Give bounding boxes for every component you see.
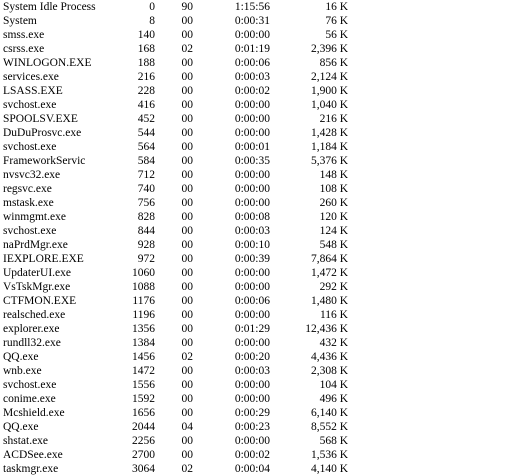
- process-memory-cell: 260 K: [319, 197, 348, 209]
- process-pid-cell: 168: [137, 43, 155, 55]
- process-memory-cell: 124 K: [319, 225, 348, 237]
- process-cpu-time-cell: 0:00:00: [234, 183, 270, 195]
- process-name-cell: CTFMON.EXE: [3, 295, 77, 307]
- process-memory-cell: 5,376 K: [310, 155, 348, 167]
- process-row[interactable]: [3, 364, 348, 378]
- process-name-cell: LSASS.EXE: [3, 85, 63, 97]
- process-row[interactable]: [3, 84, 348, 98]
- process-pid-cell: 1176: [132, 295, 155, 307]
- process-priority-cell: 00: [181, 253, 193, 265]
- process-pid-cell: 1556: [132, 379, 155, 391]
- process-name-cell: realsched.exe: [3, 309, 66, 321]
- process-priority-cell: 00: [181, 323, 193, 335]
- process-memory-cell: 116 K: [319, 309, 348, 321]
- process-pid-cell: 1656: [132, 407, 155, 419]
- process-pid-cell: 584: [137, 155, 155, 167]
- process-name-cell: FrameworkServic: [3, 155, 86, 167]
- process-row[interactable]: [3, 350, 348, 364]
- process-pid-cell: 740: [137, 183, 155, 195]
- process-name-cell: svchost.exe: [3, 141, 57, 153]
- process-name-cell: ACDSee.exe: [3, 449, 63, 461]
- process-pid-cell: 1088: [132, 281, 155, 293]
- process-cpu-time-cell: 0:00:00: [234, 113, 270, 125]
- process-row[interactable]: [3, 434, 348, 448]
- process-cpu-time-cell: 0:00:04: [234, 463, 270, 475]
- process-cpu-time-cell: 0:00:00: [234, 29, 270, 41]
- process-priority-cell: 02: [181, 43, 193, 55]
- process-memory-cell: 496 K: [319, 393, 348, 405]
- process-cpu-time-cell: 0:00:03: [234, 225, 270, 237]
- process-cpu-time-cell: 0:00:39: [234, 253, 270, 265]
- process-priority-cell: 00: [181, 225, 193, 237]
- process-row[interactable]: [3, 14, 348, 28]
- process-memory-cell: 1,900 K: [310, 85, 348, 97]
- process-pid-cell: 2700: [132, 449, 155, 461]
- process-pid-cell: 928: [137, 239, 155, 251]
- process-name-cell: rundll32.exe: [3, 337, 61, 349]
- process-name-cell: QQ.exe: [3, 421, 39, 433]
- process-list-table: [3, 0, 348, 476]
- process-memory-cell: 216 K: [319, 113, 348, 125]
- process-priority-cell: 00: [181, 71, 193, 83]
- process-pid-cell: 140: [137, 29, 155, 41]
- process-name-cell: WINLOGON.EXE: [3, 57, 92, 69]
- process-cpu-time-cell: 0:00:01: [234, 141, 270, 153]
- process-row[interactable]: [3, 70, 348, 84]
- process-name-cell: svchost.exe: [3, 225, 57, 237]
- process-pid-cell: 8: [149, 15, 155, 27]
- process-priority-cell: 00: [181, 211, 193, 223]
- process-cpu-time-cell: 0:00:00: [234, 379, 270, 391]
- process-memory-cell: 1,184 K: [310, 141, 348, 153]
- process-row[interactable]: [3, 462, 348, 476]
- process-memory-cell: 2,124 K: [310, 71, 348, 83]
- process-row[interactable]: [3, 210, 348, 224]
- process-pid-cell: 564: [137, 141, 155, 153]
- process-pid-cell: 1356: [132, 323, 155, 335]
- process-row[interactable]: [3, 420, 348, 434]
- process-pid-cell: 1196: [132, 309, 155, 321]
- process-priority-cell: 00: [181, 99, 193, 111]
- process-memory-cell: 76 K: [325, 15, 348, 27]
- process-name-cell: shstat.exe: [3, 435, 49, 447]
- process-priority-cell: 00: [181, 169, 193, 181]
- process-row[interactable]: [3, 406, 348, 420]
- process-priority-cell: 00: [181, 85, 193, 97]
- process-memory-cell: 8,552 K: [310, 421, 348, 433]
- process-row[interactable]: [3, 266, 348, 280]
- process-memory-cell: 568 K: [319, 435, 348, 447]
- process-memory-cell: 56 K: [325, 29, 348, 41]
- process-priority-cell: 00: [181, 239, 193, 251]
- process-priority-cell: 00: [181, 309, 193, 321]
- process-row[interactable]: [3, 280, 348, 294]
- process-memory-cell: 292 K: [319, 281, 348, 293]
- process-pid-cell: 756: [137, 197, 155, 209]
- process-memory-cell: 16 K: [325, 1, 348, 13]
- process-cpu-time-cell: 0:00:06: [234, 295, 270, 307]
- process-row[interactable]: [3, 0, 348, 14]
- process-cpu-time-cell: 0:01:19: [234, 43, 270, 55]
- process-cpu-time-cell: 0:00:00: [234, 337, 270, 349]
- process-priority-cell: 00: [181, 435, 193, 447]
- process-name-cell: VsTskMgr.exe: [3, 281, 71, 293]
- process-pid-cell: 228: [137, 85, 155, 97]
- process-pid-cell: 1456: [132, 351, 155, 363]
- process-pid-cell: 544: [137, 127, 155, 139]
- process-priority-cell: 02: [181, 463, 193, 475]
- process-name-cell: Mcshield.exe: [3, 407, 65, 419]
- process-name-cell: svchost.exe: [3, 99, 57, 111]
- process-pid-cell: 2044: [132, 421, 155, 433]
- process-priority-cell: 00: [181, 449, 193, 461]
- process-priority-cell: 00: [181, 15, 193, 27]
- process-row[interactable]: [3, 140, 348, 154]
- process-name-cell: wnb.exe: [3, 365, 42, 377]
- process-cpu-time-cell: 0:00:00: [234, 267, 270, 279]
- process-row[interactable]: [3, 196, 348, 210]
- process-priority-cell: 00: [181, 183, 193, 195]
- process-pid-cell: 452: [137, 113, 155, 125]
- process-cpu-time-cell: 0:00:00: [234, 393, 270, 405]
- process-memory-cell: 120 K: [319, 211, 348, 223]
- process-memory-cell: 1,428 K: [310, 127, 348, 139]
- process-name-cell: mstask.exe: [3, 197, 54, 209]
- process-pid-cell: 2256: [132, 435, 155, 447]
- process-memory-cell: 432 K: [319, 337, 348, 349]
- process-name-cell: naPrdMgr.exe: [3, 239, 68, 251]
- process-pid-cell: 1472: [132, 365, 155, 377]
- process-pid-cell: 216: [137, 71, 155, 83]
- process-cpu-time-cell: 0:00:08: [234, 211, 270, 223]
- process-memory-cell: 4,140 K: [310, 463, 348, 475]
- process-priority-cell: 00: [181, 29, 193, 41]
- process-name-cell: regsvc.exe: [3, 183, 52, 195]
- process-priority-cell: 00: [181, 113, 193, 125]
- process-cpu-time-cell: 0:00:00: [234, 99, 270, 111]
- process-cpu-time-cell: 1:15:56: [234, 1, 270, 13]
- process-priority-cell: 02: [181, 351, 193, 363]
- process-name-cell: SPOOLSV.EXE: [3, 113, 78, 125]
- process-pid-cell: 828: [137, 211, 155, 223]
- process-cpu-time-cell: 0:00:31: [234, 15, 270, 27]
- process-pid-cell: 1592: [132, 393, 155, 405]
- process-priority-cell: 00: [181, 57, 193, 69]
- process-name-cell: nvsvc32.exe: [3, 169, 61, 181]
- process-row[interactable]: [3, 28, 348, 42]
- process-row[interactable]: [3, 448, 348, 462]
- process-pid-cell: 1060: [132, 267, 155, 279]
- process-memory-cell: 104 K: [319, 379, 348, 391]
- process-row[interactable]: [3, 336, 348, 350]
- process-pid-cell: 712: [137, 169, 155, 181]
- process-row[interactable]: [3, 224, 348, 238]
- process-cpu-time-cell: 0:00:00: [234, 197, 270, 209]
- process-row[interactable]: [3, 392, 348, 406]
- process-row[interactable]: [3, 98, 348, 112]
- process-priority-cell: 00: [181, 127, 193, 139]
- process-pid-cell: 3064: [132, 463, 155, 475]
- process-pid-cell: 416: [137, 99, 155, 111]
- process-cpu-time-cell: 0:00:35: [234, 155, 270, 167]
- process-cpu-time-cell: 0:00:00: [234, 435, 270, 447]
- process-row[interactable]: [3, 378, 348, 392]
- process-cpu-time-cell: 0:00:00: [234, 309, 270, 321]
- process-name-cell: services.exe: [3, 71, 59, 83]
- process-priority-cell: 00: [181, 267, 193, 279]
- process-name-cell: System: [3, 15, 37, 27]
- process-row[interactable]: [3, 168, 348, 182]
- process-memory-cell: 1,480 K: [310, 295, 348, 307]
- process-row[interactable]: [3, 154, 348, 168]
- process-memory-cell: 4,436 K: [310, 351, 348, 363]
- process-priority-cell: 00: [181, 295, 193, 307]
- process-priority-cell: 00: [181, 197, 193, 209]
- process-pid-cell: 0: [149, 1, 155, 13]
- process-cpu-time-cell: 0:00:00: [234, 281, 270, 293]
- process-name-cell: smss.exe: [3, 29, 45, 41]
- process-priority-cell: 00: [181, 281, 193, 293]
- process-row[interactable]: [3, 294, 348, 308]
- process-memory-cell: 2,308 K: [310, 365, 348, 377]
- process-cpu-time-cell: 0:00:02: [234, 449, 270, 461]
- process-row[interactable]: [3, 308, 348, 322]
- process-row[interactable]: [3, 252, 348, 266]
- process-memory-cell: 856 K: [319, 57, 348, 69]
- process-priority-cell: 00: [181, 407, 193, 419]
- process-pid-cell: 188: [137, 57, 155, 69]
- process-cpu-time-cell: 0:00:20: [234, 351, 270, 363]
- process-memory-cell: 148 K: [319, 169, 348, 181]
- process-name-cell: IEXPLORE.EXE: [3, 253, 84, 265]
- process-name-cell: explorer.exe: [3, 323, 60, 335]
- process-row[interactable]: [3, 112, 348, 126]
- process-memory-cell: 1,040 K: [310, 99, 348, 111]
- process-cpu-time-cell: 0:00:02: [234, 85, 270, 97]
- process-pid-cell: 844: [137, 225, 155, 237]
- process-priority-cell: 04: [181, 421, 193, 433]
- process-memory-cell: 108 K: [319, 183, 348, 195]
- process-name-cell: csrss.exe: [3, 43, 45, 55]
- process-name-cell: UpdaterUI.exe: [3, 267, 72, 279]
- process-row[interactable]: [3, 126, 348, 140]
- process-pid-cell: 1384: [132, 337, 155, 349]
- process-memory-cell: 1,472 K: [310, 267, 348, 279]
- process-row[interactable]: [3, 238, 348, 252]
- process-memory-cell: 2,396 K: [310, 43, 348, 55]
- process-name-cell: winmgmt.exe: [3, 211, 66, 223]
- process-cpu-time-cell: 0:00:00: [234, 127, 270, 139]
- process-name-cell: taskmgr.exe: [3, 463, 59, 475]
- process-cpu-time-cell: 0:00:23: [234, 421, 270, 433]
- process-pid-cell: 972: [137, 253, 155, 265]
- process-priority-cell: 90: [181, 1, 193, 13]
- process-memory-cell: 6,140 K: [310, 407, 348, 419]
- process-list-body: [3, 0, 348, 476]
- process-row[interactable]: [3, 322, 348, 336]
- process-priority-cell: 00: [181, 393, 193, 405]
- process-cpu-time-cell: 0:00:03: [234, 71, 270, 83]
- process-memory-cell: 548 K: [319, 239, 348, 251]
- process-cpu-time-cell: 0:00:10: [234, 239, 270, 251]
- process-row[interactable]: [3, 42, 348, 56]
- process-name-cell: conime.exe: [3, 393, 56, 405]
- process-memory-cell: 1,536 K: [310, 449, 348, 461]
- process-row[interactable]: [3, 182, 348, 196]
- process-cpu-time-cell: 0:00:03: [234, 365, 270, 377]
- process-name-cell: DuDuProsvc.exe: [3, 127, 82, 139]
- process-name-cell: System Idle Process: [3, 1, 96, 13]
- process-name-cell: svchost.exe: [3, 379, 57, 391]
- process-priority-cell: 00: [181, 379, 193, 391]
- process-cpu-time-cell: 0:00:06: [234, 57, 270, 69]
- process-memory-cell: 12,436 K: [305, 323, 348, 335]
- process-cpu-time-cell: 0:00:29: [234, 407, 270, 419]
- process-priority-cell: 00: [181, 365, 193, 377]
- process-cpu-time-cell: 0:00:00: [234, 169, 270, 181]
- process-memory-cell: 7,864 K: [310, 253, 348, 265]
- process-priority-cell: 00: [181, 141, 193, 153]
- process-row[interactable]: [3, 56, 348, 70]
- process-name-cell: QQ.exe: [3, 351, 39, 363]
- process-priority-cell: 00: [181, 337, 193, 349]
- process-cpu-time-cell: 0:01:29: [234, 323, 270, 335]
- process-priority-cell: 00: [181, 155, 193, 167]
